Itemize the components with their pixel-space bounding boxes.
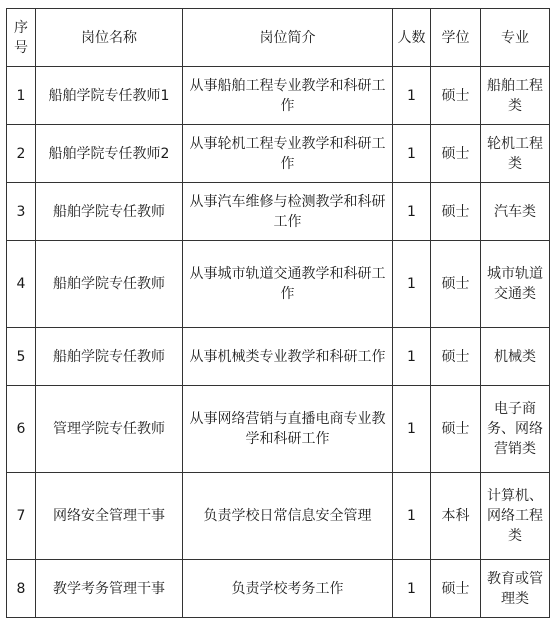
cell-seq: 8 bbox=[7, 560, 36, 618]
cell-seq: 6 bbox=[7, 386, 36, 473]
cell-major: 计算机、网络工程类 bbox=[481, 473, 550, 560]
cell-major: 城市轨道交通类 bbox=[481, 241, 550, 328]
table-row bbox=[7, 328, 550, 386]
cell-degree: 硕士 bbox=[431, 67, 481, 125]
cell-intro: 从事网络营销与直播电商专业教学和科研工作 bbox=[183, 386, 393, 473]
cell-count: 1 bbox=[393, 386, 431, 473]
cell-intro: 负责学校日常信息安全管理 bbox=[183, 473, 393, 560]
cell-degree: 硕士 bbox=[431, 386, 481, 473]
cell-intro: 从事城市轨道交通教学和科研工作 bbox=[183, 241, 393, 328]
cell-major: 船舶工程类 bbox=[481, 67, 550, 125]
cell-intro: 从事汽车维修与检测教学和科研工作 bbox=[183, 183, 393, 241]
cell-seq: 4 bbox=[7, 241, 36, 328]
cell-intro: 从事轮机工程专业教学和科研工作 bbox=[183, 125, 393, 183]
table-row bbox=[7, 473, 550, 560]
cell-intro: 从事船舶工程专业教学和科研工作 bbox=[183, 67, 393, 125]
header-name: 岗位名称 bbox=[36, 9, 183, 67]
cell-major: 汽车类 bbox=[481, 183, 550, 241]
table-row bbox=[7, 241, 550, 328]
cell-seq: 7 bbox=[7, 473, 36, 560]
positions-table bbox=[6, 8, 550, 618]
cell-degree: 硕士 bbox=[431, 328, 481, 386]
cell-count: 1 bbox=[393, 125, 431, 183]
table-row bbox=[7, 125, 550, 183]
cell-major: 机械类 bbox=[481, 328, 550, 386]
cell-seq: 2 bbox=[7, 125, 36, 183]
cell-name: 管理学院专任教师 bbox=[36, 386, 183, 473]
header-count: 人数 bbox=[393, 9, 431, 67]
cell-name: 船舶学院专任教师 bbox=[36, 241, 183, 328]
cell-major: 教育或管理类 bbox=[481, 560, 550, 618]
cell-degree: 硕士 bbox=[431, 183, 481, 241]
cell-name: 船舶学院专任教师2 bbox=[36, 125, 183, 183]
cell-count: 1 bbox=[393, 473, 431, 560]
cell-degree: 硕士 bbox=[431, 241, 481, 328]
cell-intro: 从事机械类专业教学和科研工作 bbox=[183, 328, 393, 386]
cell-name: 船舶学院专任教师1 bbox=[36, 67, 183, 125]
cell-name: 船舶学院专任教师 bbox=[36, 183, 183, 241]
cell-count: 1 bbox=[393, 241, 431, 328]
cell-intro: 负责学校考务工作 bbox=[183, 560, 393, 618]
cell-seq: 1 bbox=[7, 67, 36, 125]
table-row bbox=[7, 560, 550, 618]
cell-name: 船舶学院专任教师 bbox=[36, 328, 183, 386]
cell-major: 电子商务、网络营销类 bbox=[481, 386, 550, 473]
table-row bbox=[7, 183, 550, 241]
cell-count: 1 bbox=[393, 183, 431, 241]
cell-count: 1 bbox=[393, 67, 431, 125]
header-major: 专业 bbox=[481, 9, 550, 67]
table-row bbox=[7, 67, 550, 125]
cell-degree: 本科 bbox=[431, 473, 481, 560]
cell-count: 1 bbox=[393, 560, 431, 618]
cell-degree: 硕士 bbox=[431, 125, 481, 183]
cell-count: 1 bbox=[393, 328, 431, 386]
cell-seq: 3 bbox=[7, 183, 36, 241]
header-degree: 学位 bbox=[431, 9, 481, 67]
cell-major: 轮机工程类 bbox=[481, 125, 550, 183]
table-header-row bbox=[7, 9, 550, 67]
header-seq: 序号 bbox=[7, 9, 36, 67]
cell-degree: 硕士 bbox=[431, 560, 481, 618]
header-intro: 岗位简介 bbox=[183, 9, 393, 67]
cell-name: 教学考务管理干事 bbox=[36, 560, 183, 618]
cell-name: 网络安全管理干事 bbox=[36, 473, 183, 560]
cell-seq: 5 bbox=[7, 328, 36, 386]
table-row bbox=[7, 386, 550, 473]
